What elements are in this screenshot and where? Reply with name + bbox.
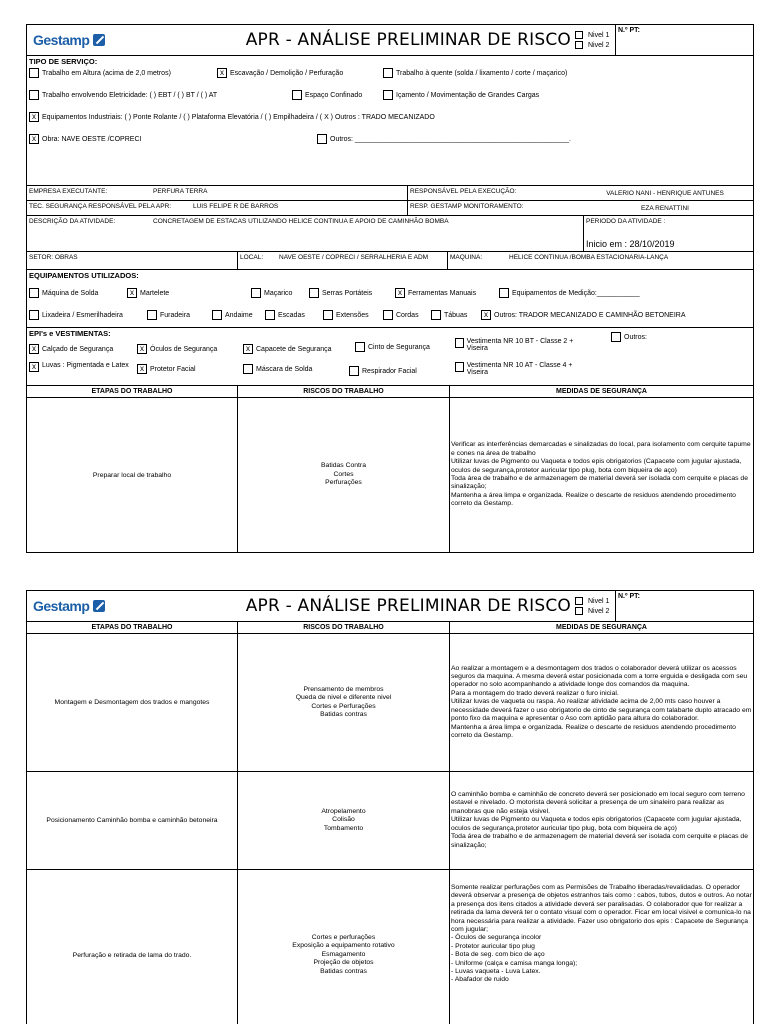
step-medidas: Somente realizar perfurações com as Permisões de Trabalho liberadas/revalidadas. O operador deverá observar a presença de objetos estranhos tais como : cabos, tubos, dutos e outros. Ao notar a presença dos itens citados a atividade deverá ser paralisadas. O colaborador que for realizar a retirada da lama deverá ter o contato visual com o operador. Ficar em local visivel e comunica-lo na hora necessária para realizar a atividade. Fazer uso obrigatorio dos epis : Capacete de Segurança com jugular; - Óculos de segurança incolor - Protetor auricular tipo plug - Bota de seg. com bico de aço - Uniforme (calça e camisa manga longa); - Luvas vaqueta - Luva Latex. - Abafador de ruido [449, 870, 753, 1024]
step-etapa: Perfuração e retirada de lama do trado. [72, 951, 192, 959]
lixadeira-checkbox[interactable] [29, 310, 39, 320]
vest-bt-checkbox[interactable] [455, 338, 464, 348]
step-etapa: Posicionamento Caminhão bomba e caminhão betoneira [46, 817, 218, 824]
tec-value: LUIS FELIPE R DE BARROS [193, 203, 279, 210]
serras-checkbox[interactable] [309, 288, 319, 298]
eletricidade-checkbox[interactable] [29, 90, 39, 100]
extensoes-checkbox[interactable] [323, 310, 333, 320]
andaime-checkbox[interactable] [212, 310, 222, 320]
inicio-value: Inicio em : 28/10/2019 [586, 239, 675, 249]
nivel-2-checkbox[interactable] [575, 607, 583, 615]
equipamentos-section: EQUIPAMENTOS UTILIZADOS: Máquina de Solda x Martelete Maçarico Serras Portáteis x Ferramentas Manuais Equipamentos de Medição:___________ Lixadeira / Esmerilhadeira Furadeira Andaime Escadas Extensões Cordas Tábuas x Outros: TRADOR MECANIZADO E CAMINHÃO BETONEIRA [26, 270, 754, 328]
outros-servico-checkbox[interactable] [317, 134, 327, 144]
escavacao-checkbox[interactable]: x [217, 68, 227, 78]
step-etapa: Montagem e Desmontagem dos trados e mangotes [54, 699, 210, 706]
form-title: APR - ANÁLISE PRELIMINAR DE RISCO [245, 30, 571, 50]
ferramentas-checkbox[interactable]: x [395, 288, 405, 298]
step-riscos: Cortes e perfurações Exposição a equipamento rotativo Esmagamento Projeção de objetos Batidas contras [237, 870, 449, 1024]
cordas-checkbox[interactable] [383, 310, 393, 320]
form-header [26, 590, 754, 622]
empresa-value: PERFURA TERRA [153, 188, 208, 195]
npt-field[interactable]: N.º PT: [615, 591, 753, 621]
maquina-value: HELICE CONTINUA /BOMBA ESTACIONARIA-LANÇA [509, 254, 669, 261]
altura-checkbox[interactable] [29, 68, 39, 78]
step-row [26, 398, 754, 553]
form-title: APR - ANÁLISE PRELIMINAR DE RISCO [245, 596, 571, 616]
step-medidas: Verificar as interferências demarcadas e sinalizadas do local, para isolamento com cerquite tapume e cones na área de trabalho Utilizar luvas de Pigmento ou Vaqueta e todos epis obrigatorios (Capacete com jugular ajustada, oculos de segurança,protetor auricular tipo plug, bota com biqueira de aço) Toda área de trabalho e de armazenagem de material deverá ser isolada com cerquite e placas de sinalização; Mantenha a área limpa e organizada. Realize o descarte de residuos atendendo procedimento correto da Gestamp. [449, 398, 753, 552]
tipo-servico-heading: TIPO DE SERVIÇO: [29, 57, 98, 66]
step-row [26, 870, 754, 1024]
step-medidas: Ao realizar a montagem e a desmontagem dos trados o colaborador deverá utilizar os acessos seguros da maquina. A mesma deverá estar posicionada com a torre erguida e desligada com seu operador no solo acompanhando a atividade longe dos comandos da maquina. Para a montagem do trado deverá realizar o furo inicial. Utilizar luvas de vaqueta ou raspa. Ao realizar atividade acima de 2,00 mts caso houver a necessidade deverá fazer o uso obrigatorio de cinto de segurança com talabarte duplo atracado em ponto fixo da maquina e apresentar o Aso com aptidão para altura do colaborador. Mantenha a área limpa e organizada. Realize o descarte de residuos atendendo procedimento correto da Gestamp. [449, 634, 753, 771]
apr-page-2 [26, 590, 754, 1024]
respirador-checkbox[interactable] [349, 366, 359, 376]
nivel-selector: Nivel 1 Nivel 2 [575, 25, 615, 55]
epis-section: EPI's e VESTIMENTAS: x Calçado de Segurança x Óculos de Segurança x Capacete de Segurança Cinto de Segurança Vestimenta NR 10 BT - Classe 2 + Viseira Outros: x Luvas : Pigmentada e Latex x Protetor Facial Máscara de Solda Respirador Facial Vestimenta NR 10 AT - Classe 4 + Viseira [26, 328, 754, 386]
tec-row: TEC. SEGURANÇA RESPONSÁVEL PELA APR: LUIS FELIPE R DE BARROS RESP. GESTAMP MONITORAMENTO: EZA RENATTINI [26, 201, 754, 216]
step-etapa: Preparar local de trabalho [92, 471, 172, 479]
tipo-servico-section: TIPO DE SERVIÇO: Trabalho em Altura (acima de 2,0 metros) x Escavação / Demolição / Perfuração Trabalho à quente (solda / lixamento / corte / maçarico) Trabalho envolvendo Eletricidade: ( ) EBT / ( ) BT / ( ) AT Espaço Confinado Içamento / Movimentação de Grandes Cargas x Equipamentos Industriais: ( ) Ponte Rolante / ( ) Plataforma Elevatória / ( ) Empilhadeira / ( X ) Outros : TRADO MECANIZADO x Obra: NAVE OESTE /COPRECI Outros: _______________________________________________________. [26, 56, 754, 186]
form-header [26, 24, 754, 56]
protetor-checkbox[interactable]: x [137, 364, 147, 374]
martelete-checkbox[interactable]: x [127, 288, 137, 298]
gestamp-logo: Gestamp [27, 591, 109, 621]
mascara-checkbox[interactable] [243, 364, 253, 374]
oculos-checkbox[interactable]: x [137, 344, 147, 354]
calcado-checkbox[interactable]: x [29, 344, 39, 354]
obra-checkbox[interactable]: x [29, 134, 39, 144]
setor-row: SETOR: OBRAS LOCAL: NAVE OESTE / COPRECI / SERRALHERIA E ADM MAQUINA: HELICE CONTINUA /BOMBA ESTACIONARIA-LANÇA [26, 252, 754, 270]
tabuas-checkbox[interactable] [431, 310, 441, 320]
vest-at-checkbox[interactable] [455, 362, 464, 372]
setor-value: SETOR: OBRAS [29, 254, 78, 261]
steps-column-header: ETAPAS DO TRABALHO RISCOS DO TRABALHO MEDIDAS DE SEGURANÇA [26, 386, 754, 398]
luvas-checkbox[interactable]: x [29, 362, 39, 372]
furadeira-checkbox[interactable] [147, 310, 157, 320]
escadas-checkbox[interactable] [265, 310, 275, 320]
macarico-checkbox[interactable] [251, 288, 261, 298]
nivel-1-checkbox[interactable] [575, 597, 583, 605]
descricao-row: DESCRIÇÃO DA ATIVIDADE: CONCRETAGEM DE ESTACAS UTILIZANDO HELICE CONTINUA E APOIO DE CAMINHÃO BOMBA PERIODO DA ATIVIDADE : Inicio em : 28/10/2019 [26, 216, 754, 252]
npt-field[interactable]: N.º PT: [615, 25, 753, 55]
capacete-checkbox[interactable]: x [243, 344, 253, 354]
step-medidas: O caminhão bomba e caminhão de concreto deverá ser posicionado em local seguro com terreno estavel e nivelado. O motorista deverá solicitar a presença de um sinaleiro para realizar as manobras que não esteja visivel. Utilizar luvas de Pigmento ou Vaqueta e todos epis obrigatorios (Capacete com jugular ajustada, oculos de segurança,protetor auricular tipo plug, bota com biqueira de aço) Toda área de trabalho e de armazenagem de material deverá ser isolada com cerquite e placas de sinalização; [449, 772, 753, 869]
steps-column-header: ETAPAS DO TRABALHO RISCOS DO TRABALHO MEDIDAS DE SEGURANÇA [26, 622, 754, 634]
gestamp-logo-icon [93, 34, 105, 46]
empresa-row: EMPRESA EXECUTANTE: PERFURA TERRA RESPONSÁVEL PELA EXECUÇÃO: VALERIO NANI - HENRIQUE ANTUNES [26, 186, 754, 201]
quente-checkbox[interactable] [383, 68, 393, 78]
resp-exec-value: VALERIO NANI - HENRIQUE ANTUNES [606, 190, 724, 197]
monit-value: EZA RENATTINI [641, 205, 689, 212]
cinto-checkbox[interactable] [355, 342, 365, 352]
nivel-1-checkbox[interactable] [575, 31, 583, 39]
gestamp-logo: Gestamp [27, 25, 109, 55]
solda-checkbox[interactable] [29, 288, 39, 298]
step-row [26, 634, 754, 772]
epis-outros-checkbox[interactable] [611, 332, 621, 342]
nivel-2-checkbox[interactable] [575, 41, 583, 49]
local-value: NAVE OESTE / COPRECI / SERRALHERIA E ADM [279, 254, 429, 261]
nivel-selector: Nivel 1 Nivel 2 [575, 591, 615, 621]
apr-page-1 [26, 24, 754, 553]
step-riscos: Prensamento de membros Queda de nivel e diferente nivel Cortes e Perfurações Batidas contras [237, 634, 449, 771]
periodo-cell: PERIODO DA ATIVIDADE : Inicio em : 28/10/2019 [583, 216, 753, 251]
gestamp-logo-icon [93, 600, 105, 612]
medicao-checkbox[interactable] [499, 288, 509, 298]
equip-industriais-checkbox[interactable]: x [29, 112, 39, 122]
step-row [26, 772, 754, 870]
step-riscos: Atropelamento Colisão Tombamento [237, 772, 449, 869]
icamento-checkbox[interactable] [383, 90, 393, 100]
equip-outros-checkbox[interactable]: x [481, 310, 491, 320]
confinado-checkbox[interactable] [292, 90, 302, 100]
step-riscos: Batidas Contra Cortes Perfurações [237, 398, 449, 552]
descricao-value: CONCRETAGEM DE ESTACAS UTILIZANDO HELICE CONTINUA E APOIO DE CAMINHÃO BOMBA [153, 218, 449, 225]
